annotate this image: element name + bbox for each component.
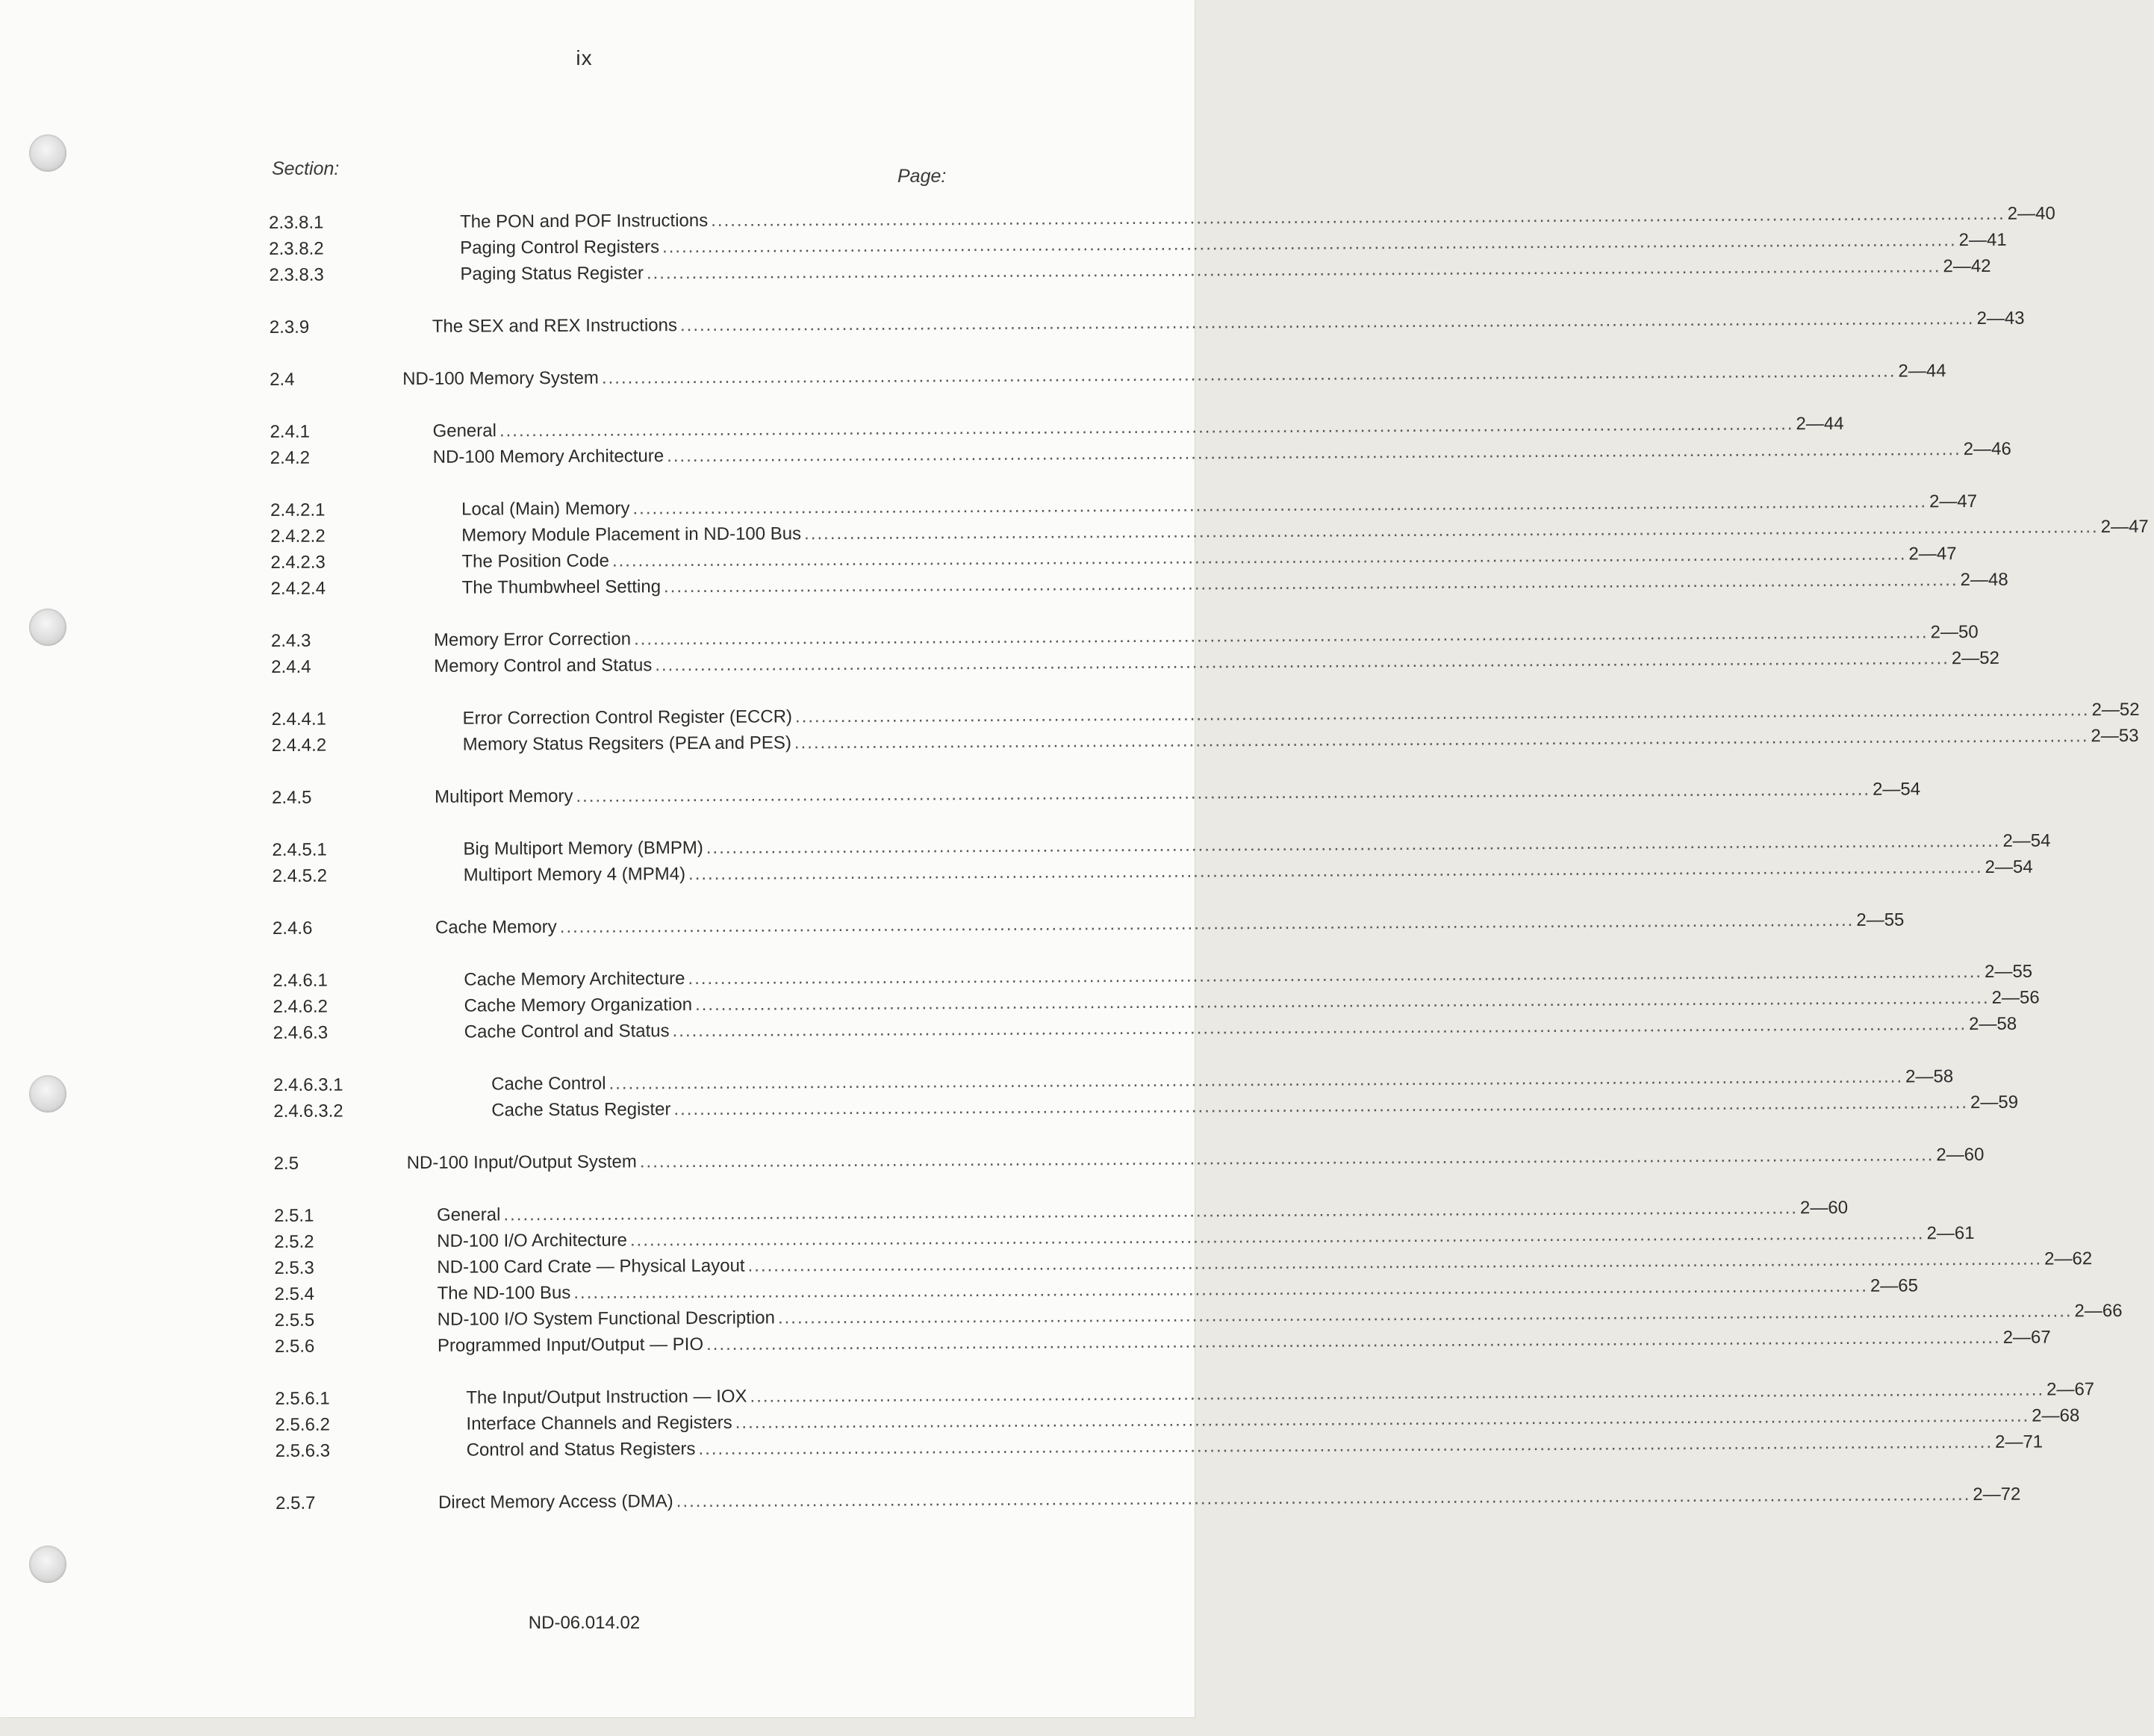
section-title: ND-100 Memory Architecture: [432, 446, 664, 467]
page-reference: 2—61: [1926, 1223, 1975, 1244]
section-number: 2.4.6.3: [273, 1022, 329, 1043]
entry-line: [437, 1223, 1975, 1252]
entry-line: [433, 622, 1979, 651]
toc-entry: [7, 1484, 2021, 1520]
page-number: ix: [576, 46, 593, 69]
dot-leader: ........................................................................................................................................................................................................: [639, 1145, 1934, 1172]
toc-entry: [7, 1431, 2044, 1468]
entry-line: [432, 413, 1844, 442]
section-title: Local (Main) Memory: [461, 498, 630, 520]
dot-leader: ........................................................................................................................................................................................................: [688, 961, 1983, 989]
page-reference: 2—48: [1960, 569, 2008, 591]
section-title: ND-100 Input/Output System: [406, 1151, 637, 1174]
entry-line: [437, 1248, 2093, 1278]
section-number: 2.5: [273, 1153, 299, 1174]
section-number: 2.4.2.2: [270, 526, 326, 547]
toc-entry: [2, 647, 1999, 684]
toc-entry: [1, 438, 2011, 476]
section-title: General: [432, 420, 497, 441]
dot-leader: ........................................................................................................................................................................................................: [646, 256, 1941, 284]
dot-leader: ........................................................................................................................................................................................................: [676, 1484, 1971, 1512]
section-number: 2.4.5.2: [272, 865, 328, 886]
dot-leader: ........................................................................................................................................................................................................: [679, 308, 1975, 336]
entry-line: [435, 909, 1905, 939]
toc-entry: [4, 1092, 2019, 1128]
section-title: Direct Memory Access (DMA): [438, 1491, 673, 1513]
dot-leader: ........................................................................................................................................................................................................: [735, 1405, 2030, 1433]
punch-hole: [29, 134, 66, 172]
entry-line: [462, 699, 2140, 729]
section-title: Multiport Memory: [435, 785, 573, 807]
section-title: ND-100 Card Crate — Physical Layout: [437, 1255, 745, 1278]
section-number: 2.4.2.4: [270, 578, 326, 599]
toc-entry: [5, 1144, 1985, 1180]
dot-leader: ........................................................................................................................................................................................................: [694, 987, 1990, 1015]
page-reference: 2—47: [1908, 544, 1957, 564]
section-title: Cache Memory Architecture: [464, 968, 685, 990]
dot-leader: ........................................................................................................................................................................................................: [633, 622, 1929, 650]
page-reference: 2—52: [2091, 699, 2140, 721]
dot-leader: ........................................................................................................................................................................................................: [601, 361, 1896, 388]
section-title: ND-100 Memory System: [402, 367, 599, 390]
dot-leader: ........................................................................................................................................................................................................: [672, 1014, 1967, 1042]
page-reference: 2—66: [2074, 1301, 2123, 1322]
section-title: Memory Status Regsiters (PEA and PES): [462, 732, 791, 755]
entry-line: [437, 1327, 2051, 1357]
section-title: Big Multiport Memory (BMPM): [463, 837, 703, 859]
page-reference: 2—40: [2007, 203, 2055, 224]
section-number: 2.4.2: [270, 447, 311, 468]
document-number: ND-06.014.02: [528, 1613, 641, 1633]
page-reference: 2—50: [1930, 622, 1979, 643]
dot-leader: ........................................................................................................................................................................................................: [559, 909, 1855, 937]
section-number: 2.5.6.1: [275, 1388, 330, 1409]
table-of-contents: [0, 203, 2149, 1521]
dot-leader: ........................................................................................................................................................................................................: [747, 1248, 2043, 1276]
dot-leader: ........................................................................................................................................................................................................: [663, 570, 1958, 597]
page-reference: 2—44: [1898, 361, 1946, 382]
page-reference: 2—43: [1976, 308, 2025, 329]
section-number: 2.3.8.1: [269, 212, 324, 233]
page-reference: 2—58: [1905, 1066, 1954, 1087]
entry-line: [406, 1144, 1985, 1174]
page-column-header: Page:: [897, 166, 947, 187]
section-number: 2.4.4.2: [271, 735, 327, 756]
section-title: Memory Error Correction: [433, 629, 632, 650]
toc-entry: [6, 1327, 2051, 1363]
entry-line: [466, 1431, 2044, 1460]
section-number: 2.5.2: [274, 1231, 314, 1252]
section-title: Multiport Memory 4 (MPM4): [463, 864, 686, 886]
section-number: 2.3.8.2: [269, 238, 324, 259]
entry-line: [466, 1379, 2095, 1408]
section-title: Interface Channels and Registers: [466, 1412, 732, 1434]
page-reference: 2—60: [1936, 1144, 1985, 1166]
section-title: Memory Control and Status: [434, 655, 653, 676]
dot-leader: ........................................................................................................................................................................................................: [655, 648, 1949, 676]
entry-line: [461, 544, 1957, 572]
dot-leader: ........................................................................................................................................................................................................: [662, 230, 1957, 258]
section-number: 2.4.4.1: [271, 709, 327, 729]
section-number: 2.4.6: [272, 918, 313, 939]
entry-line: [432, 308, 2025, 337]
section-number: 2.3.8.3: [269, 264, 324, 285]
section-number: 2.4: [270, 369, 295, 390]
section-title: Programmed Input/Output — PIO: [437, 1334, 704, 1356]
entry-line: [491, 1092, 2019, 1121]
section-number: 2.5.6: [274, 1336, 315, 1357]
dot-leader: ........................................................................................................................................................................................................: [667, 439, 1961, 467]
entry-line: [432, 438, 2011, 468]
entry-line: [435, 779, 1921, 808]
dot-leader: ........................................................................................................................................................................................................: [673, 1092, 1969, 1120]
page-reference: 2—47: [2100, 516, 2149, 538]
entry-line: [434, 647, 1999, 677]
page-reference: 2—71: [1995, 1431, 2044, 1452]
page-reference: 2—65: [1870, 1275, 1919, 1296]
section-number: 2.4.5: [272, 787, 312, 808]
entry-line: [464, 961, 2033, 990]
section-title: Cache Control and Status: [464, 1021, 670, 1042]
page-reference: 2—72: [1973, 1484, 2021, 1505]
section-title: Cache Memory Organization: [464, 995, 693, 1016]
entry-line: [464, 1013, 2017, 1042]
dot-leader: ........................................................................................................................................................................................................: [794, 726, 2089, 753]
section-number: 2.4.4: [271, 656, 311, 677]
section-number: 2.5.1: [273, 1205, 314, 1226]
section-number: 2.5.6.3: [275, 1440, 331, 1461]
dot-leader: ........................................................................................................................................................................................................: [698, 1431, 1993, 1460]
entry-line: [436, 1197, 1849, 1226]
dot-leader: ........................................................................................................................................................................................................: [706, 830, 2001, 858]
section-title: Cache Memory: [435, 916, 557, 938]
dot-leader: ........................................................................................................................................................................................................: [688, 856, 1983, 885]
entry-line: [491, 1066, 1954, 1095]
dot-leader: ........................................................................................................................................................................................................: [629, 1223, 1925, 1251]
section-column-header: Section:: [272, 158, 340, 179]
entry-line: [460, 255, 1991, 284]
dot-leader: ........................................................................................................................................................................................................: [503, 1198, 1799, 1225]
dot-leader: ........................................................................................................................................................................................................: [711, 203, 2005, 231]
section-title: Paging Control Registers: [460, 237, 660, 258]
section-title: ND-100 I/O Architecture: [437, 1230, 628, 1251]
page-reference: 2—53: [2091, 725, 2139, 747]
toc-entry: [1, 361, 1946, 397]
section-number: 2.4.6.3.2: [273, 1101, 343, 1121]
page-reference: 2—54: [1872, 779, 1921, 800]
toc-entry: [0, 255, 1991, 293]
entry-line: [459, 203, 2055, 232]
page-reference: 2—42: [1943, 255, 1991, 277]
section-number: 2.4.5.1: [272, 839, 327, 860]
section-title: ND-100 I/O System Functional Description: [437, 1307, 776, 1330]
page-reference: 2—41: [1958, 229, 2007, 251]
section-title: The Input/Output Instruction — IOX: [466, 1386, 747, 1408]
section-number: 2.3.9: [269, 317, 310, 337]
page-reference: 2—67: [2002, 1327, 2051, 1348]
section-number: 2.5.7: [275, 1493, 316, 1513]
entry-line: [464, 987, 2040, 1016]
page-reference: 2—54: [1985, 856, 2033, 877]
dot-leader: ........................................................................................................................................................................................................: [706, 1327, 2001, 1354]
toc-entry: [4, 1013, 2017, 1050]
page-reference: 2—55: [1856, 909, 1905, 930]
section-number: 2.4.2.3: [270, 552, 326, 573]
entry-line: [402, 361, 1946, 390]
page-reference: 2—55: [1984, 961, 2033, 982]
page-reference: 2—59: [1970, 1092, 2019, 1113]
page-reference: 2—46: [1963, 438, 2011, 460]
entry-line: [462, 725, 2139, 755]
dot-leader: ........................................................................................................................................................................................................: [750, 1379, 2045, 1407]
page-reference: 2—52: [1951, 647, 1999, 669]
toc-entry: [1, 308, 2025, 345]
dot-leader: ........................................................................................................................................................................................................: [632, 491, 1928, 519]
entry-line: [437, 1301, 2123, 1331]
entry-line: [461, 491, 1978, 520]
section-number: 2.4.1: [270, 421, 310, 442]
entry-line: [461, 516, 2149, 546]
section-title: Error Correction Control Register (ECCR): [462, 706, 793, 729]
section-title: The SEX and REX Instructions: [432, 315, 678, 337]
page-reference: 2—56: [1991, 987, 2040, 1008]
section-title: Cache Control: [491, 1073, 606, 1095]
entry-line: [460, 229, 2007, 258]
section-number: 2.5.5: [274, 1310, 315, 1331]
page-reference: 2—67: [2046, 1379, 2095, 1400]
entry-line: [461, 569, 2008, 598]
page-reference: 2—44: [1796, 413, 1844, 435]
page-reference: 2—60: [1799, 1197, 1849, 1219]
toc-entry: [3, 779, 1921, 815]
dot-leader: ........................................................................................................................................................................................................: [576, 779, 1871, 806]
entry-line: [437, 1275, 1919, 1304]
section-title: The Thumbwheel Setting: [461, 576, 662, 598]
page-reference: 2—47: [1929, 491, 1978, 512]
section-title: Memory Module Placement in ND-100 Bus: [461, 523, 802, 546]
entry-line: [466, 1405, 2080, 1434]
page-reference: 2—58: [1969, 1013, 2017, 1035]
dot-leader: ........................................................................................................................................................................................................: [804, 517, 2099, 544]
toc-entry: [4, 909, 1905, 945]
section-number: 2.4.2.1: [270, 500, 326, 520]
toc-entry: [4, 856, 2033, 893]
toc-entry: [3, 725, 2139, 762]
section-number: 2.4.6.1: [273, 970, 328, 991]
dot-leader: ........................................................................................................................................................................................................: [777, 1301, 2073, 1328]
section-title: General: [436, 1204, 501, 1225]
section-number: 2.5.4: [274, 1284, 315, 1304]
section-title: Control and Status Registers: [466, 1439, 696, 1460]
entry-line: [463, 830, 2051, 859]
page-reference: 2—68: [2032, 1405, 2080, 1426]
section-number: 2.4.6.3.1: [273, 1074, 343, 1095]
section-title: The ND-100 Bus: [437, 1282, 571, 1304]
section-number: 2.4.6.2: [273, 996, 329, 1017]
dot-leader: ........................................................................................................................................................................................................: [794, 700, 2090, 727]
dot-leader: ........................................................................................................................................................................................................: [611, 544, 1907, 571]
entry-line: [438, 1484, 2021, 1513]
section-number: 2.5.3: [274, 1257, 314, 1278]
page-reference: 2—62: [2044, 1248, 2093, 1269]
section-number: 2.5.6.2: [275, 1414, 330, 1435]
punch-hole: [29, 1546, 66, 1583]
section-number: 2.4.3: [270, 630, 311, 651]
entry-line: [463, 856, 2033, 886]
dot-leader: ........................................................................................................................................................................................................: [499, 414, 1794, 441]
section-title: The PON and POF Instructions: [459, 210, 709, 232]
toc-entry: [2, 569, 2008, 606]
dot-leader: ........................................................................................................................................................................................................: [608, 1066, 1904, 1094]
section-title: The Position Code: [461, 550, 609, 572]
section-title: Cache Status Register: [491, 1099, 671, 1121]
section-title: Paging Status Register: [460, 263, 644, 284]
dot-leader: ........................................................................................................................................................................................................: [573, 1275, 1868, 1303]
page-reference: 2—54: [2002, 830, 2051, 851]
